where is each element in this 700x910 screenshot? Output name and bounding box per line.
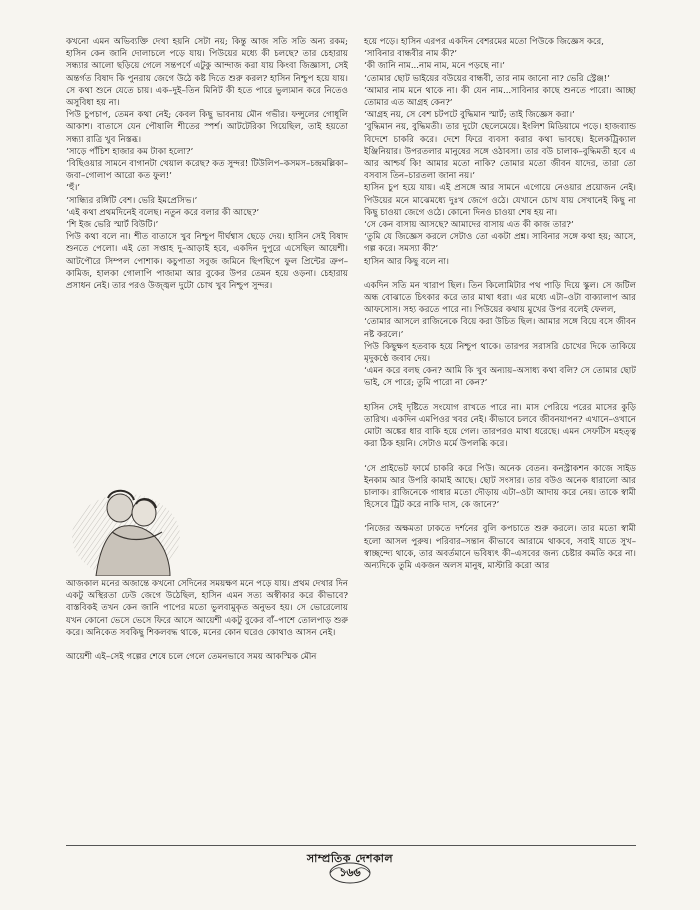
right-paragraph-14: পিউ কিছুক্ষণ হতবাক হয়ে নিশ্চুপ থাকে। তারপর সরাসরি চোখের দিকে তাকিয়ে মৃদুকণ্ঠে জবাব দেয়। bbox=[364, 341, 636, 365]
left-paragraph-7: ‘এই কথা প্রথমদিনেই বলেছ। নতুন করে বলার কী আছে?’ bbox=[66, 207, 260, 218]
right-paragraph-2: ‘সাবিনার বান্ধবীর নাম কী?’ bbox=[364, 49, 457, 60]
left-paragraph-6: ‘সান্ধ্যির রঙ্গিটি বেশ। ভেরি ইমপ্রেসিভ।’ bbox=[66, 195, 198, 206]
left-paragraph-1: কখনো এমন অভিব্যক্তি দেখা হয়নি সেটা নয়; কিন্তু আজ সতি সতি অন্য রকম; হাসিন কেন জানি দোলাচলে পড়ে যায়। পিউয়ের মধ্যে কী চলছে? তার চেহারায় সন্ধ্যার আলো ছড়িয়ে গেলে সন্তপর্ণে এটুকু আন্দাজ করা যায় কিংবা জিজ্ঞাসা, সেই অন্তর্গত বিষাদ কি পুনরায় জেগে উঠে কষ্ট দিতে শুরু করল? হাসিন নিশ্চুপ হয়ে যায়। সে কথা শুনে যেতে চায়। এক–দুই–তিন মিনিট কী হতে পারে ভুল্যমান করে নিতেও অসুবিধা হয় না। bbox=[66, 37, 348, 109]
lower-left-paragraph-2: আয়েশী এই–সেই গল্পের শেষে চলে গেলে তেমনভাবে সময় আকস্মিক মৌন bbox=[66, 652, 317, 663]
right-column bbox=[364, 36, 636, 842]
right-paragraph-13: ‘তোমার আসলে রাজিনেকে বিয়ে করা উচিত ছিল। আমার সঙ্গে বিয়ে বসে জীবন নষ্ট করলে।’ bbox=[364, 317, 636, 340]
right-paragraph-6: ‘আগ্রহ নয়, সে বেশ চটপটে বুদ্ধিমান স্মার্ট; তাই জিজ্ঞেস করা।’ bbox=[364, 110, 575, 121]
right-paragraph-8: হাসিন চুপ হয়ে যায়। এই প্রসঙ্গে আর সামনে এগোয়ে নেওয়ার প্রয়োজন নেই। পিউয়ের মনে মাঝেমধ্যে দুঃখ জেগে ওঠে। যেখানে চোখ যায় সেখানেই কিছু না কিছু চাওয়া জেগে ওঠে। কোনো দিনও চাওয়া শেষ হয় না। bbox=[364, 183, 636, 218]
right-paragraph-7: ‘বুদ্ধিমান নয়, বুদ্ধিমতী। তার দুটো ছেলেমেয়ে। ইংলিশ মিডিয়ামে পড়ে। হাজব্যান্ড বিদেশে চাকরি করে। দেশে ফিরে ব্যবসা করার কথা ভাবছে। ইলেকট্রিক্যাল ইঞ্জিনিয়ার। উপরতলার মানুষের সঙ্গে ওঠাবসা। তার বউ চালাক–বুদ্ধিমতী হবে এ আর আশ্চর্য কি! আমার মতো নাকি? তোমার মতো জীবন যাদের, তারা তো বসবাস তিন–চারতলা জানা নয়।’ bbox=[364, 122, 636, 182]
lower-left-column bbox=[66, 578, 348, 828]
lower-left-paragraph-1: আজকাল মনের অজান্তে কখনো সেদিনের সময়ক্ষণ মনে পড়ে যায়। প্রথম দেখার দিন একটু অস্থিরতা ঢেউ জেগে উঠেছিল, হাসিন এমন সত্য অস্বীকার করে কীভাবে? বাস্তবিকই তখন কেন জানি পাপের মতো ভুলবামুকৃত অনুভব হয়। সে ভোরেলোয় যখন কোনো ভেসে ভেসে ফিরে আসে আয়েশী একটু বুকের বাঁ–পাশে তোলপাড় শুরু করে। অনিকেত সবকিছু শিকলবদ্ধ থাকে, মনের কোন ঘরেও কোথাও আসন নেই। bbox=[66, 579, 348, 638]
right-paragraph-9: ‘সে কেন বাসায় আসছে? আমাদের বাসায় এত কী কাজ তার?’ bbox=[364, 220, 574, 231]
left-paragraph-8: ‘শি ইজ ভেরি স্মার্ট বিউটি।’ bbox=[66, 220, 159, 231]
magazine-title: সাম্প্রতিক দেশকাল bbox=[306, 852, 394, 865]
right-paragraph-4: ‘তোমার ছোট ভাইয়ের বউয়ের বান্ধবী, তার নাম জানো না? ভেরি স্ট্রেঞ্জ!’ bbox=[364, 73, 610, 84]
right-paragraph-1: হয়ে পড়ে। হাসিন এরপর একদিন বেশরমের মতো পিউকে জিজ্ঞেস করে, bbox=[364, 37, 604, 47]
right-paragraph-17: ‘সে প্রাইভেট ফার্মে চাকরি করে পিউ। অনেক বেতন। কনস্ট্রাকশন কাজে সাইড ইনকাম আর উপরি কামাই আছে। ছোট সংসার। তার বউও অনেক ধারালো আর চালাক। রাজিনেকে গাধার মতো দৌড়ায় এটা–ওটা আদায় করে নেয়। তাকে স্বামী হিসেবে ট্রিট করে নাকি দাস, কে জানে?’ bbox=[364, 463, 636, 511]
right-paragraph-11: হাসিন আর কিছু বলে না। bbox=[364, 256, 449, 267]
embracing-couple-sketch bbox=[66, 476, 216, 576]
page-number: ১৬৬ bbox=[339, 866, 361, 879]
left-paragraph-3: ‘সাড়ে পাঁচিশ হাজার কম টাকা হলো?’ bbox=[66, 146, 194, 157]
page-number-ornament bbox=[328, 862, 372, 884]
right-paragraph-15: ‘এমন করে বলছ কেন? আমি কি খুব অন্যায়–অসাধ্য কথা বলি? সে তোমার ছোট ভাই, সে পারে; তুমি পারো না কেন?’ bbox=[364, 366, 636, 389]
right-paragraph-16: হাসিন সেই দৃষ্টিতে সংযোগ রাখতে পারে না। মাস পেরিয়ে পরের মাসের কুড়ি তারিখ। একদিন এমপিওর খবর নেই। কীভাবে চলবে জীবনযাপন? এখানে–ওখানে মোটা অঙ্কের ধার বাকি হয়ে গেল। তারপরও মাথা ধরেছে। এমন সেফটিস মহত্ত্ব করা ঠিক হয়নি। সেটাও মর্মে উপলব্ধি করে। bbox=[364, 402, 636, 450]
story-illustration bbox=[66, 476, 216, 576]
left-paragraph-2: পিউ চুপচাপ, তেমন কথা নেই; কেবল কিছু ভাবনায় মৌন গভীর। ফন্সুলের গোধূলি আকাশ। বাতাসে যেন পৌষালি শীতের স্পর্শ। আটটেরিকা গিয়েছিল, তাই হয়তো সন্ধ্যা রাত্রি খুব নিস্তব্ধ। bbox=[66, 110, 348, 145]
left-paragraph-4: ‘বিছিওয়ার সামনে বাগানটা খেয়াল করেছ? কত সুন্দর! টিউলিপ–কসমস–চন্দ্রমল্লিকা–জবা–গোলাপ আরো কত ফুল!’ bbox=[66, 159, 348, 182]
right-paragraph-12: একদিন সতি মন খারাপ ছিল। তিন কিলোমিটার পথ পাড়ি দিয়ে স্কুল। সে জটিল অন্ধ বোঝাতে চিৎকার করে তার মাথা ধরা। এর মধ্যে এটা–ওটা বাক্যালাপ আর আফসোস। সহ্য করতে পারে না। পিউয়ের কথায় মুখের উপর বলেই ফেলল, bbox=[364, 280, 636, 316]
right-paragraph-18: ‘নিজের অক্ষমতা ঢাকতে দর্শনের বুলি কপচাতে শুরু করলে। তার মতো স্বামী হলো আসল পুরুষ। পরিবার–সন্তান কীভাবে আরামে থাকবে, সবাই যাতে সুখ–স্বাচ্ছন্দ্যে থাকে, তার অবর্তমানে ভবিষ্যৎ কী–এসবের জন্য চেষ্টার কমতি করে না। অন্যদিকে তুমি একজন অলস মানুষ, মাস্টারি করো আর bbox=[364, 524, 636, 571]
right-paragraph-10: ‘তুমি যে জিজ্ঞেস করলে সেটাও তো একটা প্রশ্ন। সাবিনার সঙ্গে কথা হয়; আসে, গল্প করে। সমস্যা কী?’ bbox=[364, 232, 636, 255]
right-paragraph-3: ‘কী জানি নাম...নাম নাম, মনে পড়ছে না।’ bbox=[364, 61, 505, 72]
right-paragraph-5: ‘আমার নাম মনে থাকে না। কী যেন নাম...সাবিনার কাছে শুনতে পারো। আচ্ছা তোমার এত আগ্রহ কেন?’ bbox=[364, 85, 636, 109]
footer-rule bbox=[66, 845, 636, 846]
left-paragraph-9: পিউ কথা বলে না। শীত বাতাসে খুব নিশ্চুপ দীর্ঘশ্বাস ছেড়ে দেয়। হাসিন সেই বিষাদ শুনতে পেলো। এই তো সপ্তাহ দু–আড়াই হবে, একদিন দুপুরে এসেছিল আয়েশী। আটপৌরে সিম্পল পোশাক। কচুপাতা সবুজ জমিনে ছিপছিপে ফুল প্রিন্টের ত্রুপ–কামিজ, হালকা গোলাপি পাজামা আর বুকের উপর তেমন হয়ে ওড়না। চেহারায় প্রসাধন নেই। তার পরও উজ্জ্বল দুটো চোখ খুব নিশ্চুপ সুন্দর। bbox=[66, 232, 348, 292]
left-paragraph-5: ‘হুঁ।’ bbox=[66, 183, 81, 194]
